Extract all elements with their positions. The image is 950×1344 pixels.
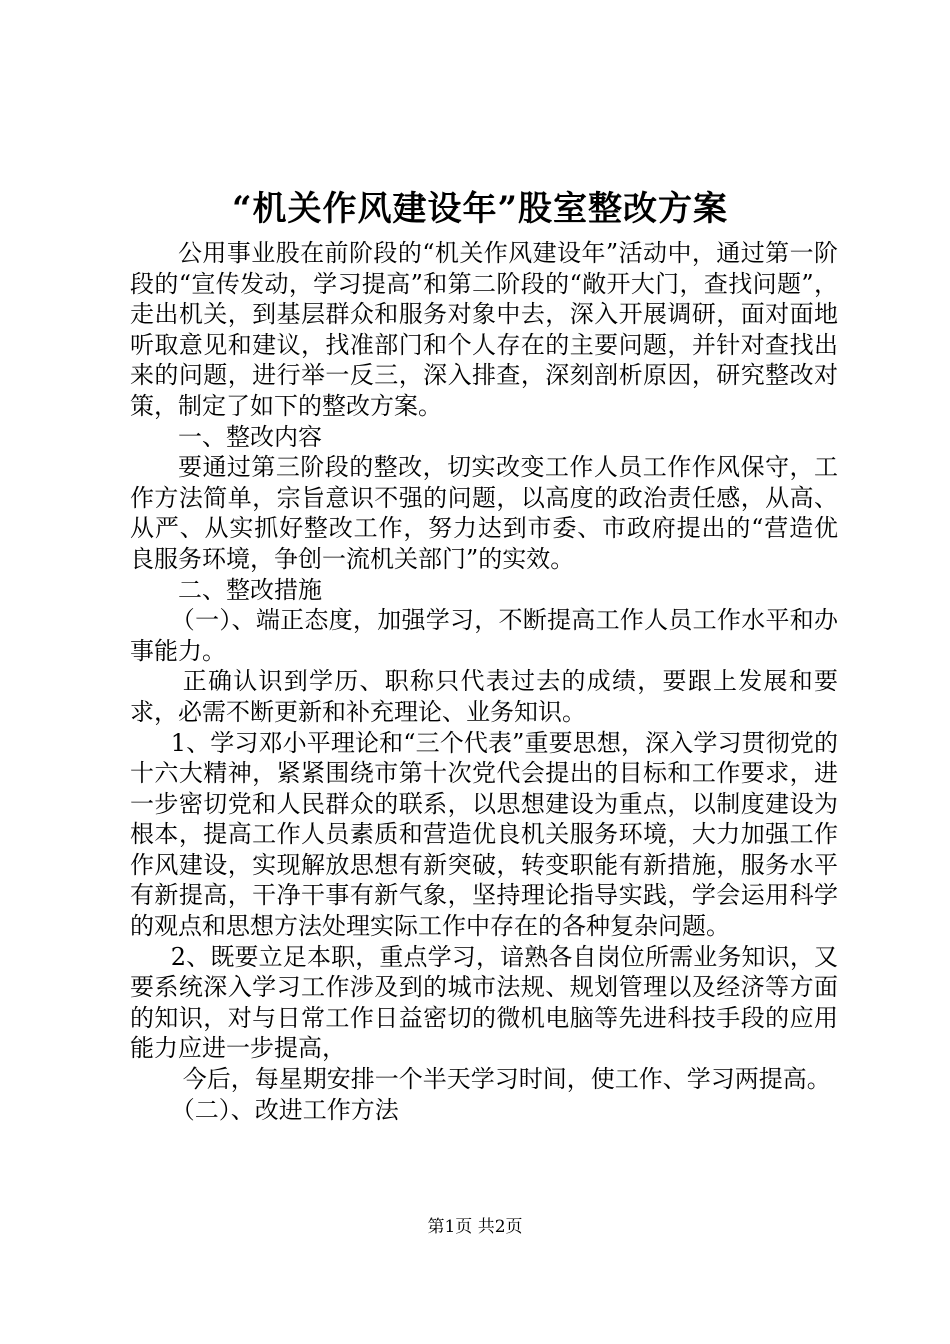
subheading-measure-one: （一）、端正态度，加强学习，不断提高工作人员工作水平和办事能力。 — [130, 606, 838, 665]
paragraph-item-2: 2、既要立足本职，重点学习，谙熟各自岗位所需业务知识，又要系统深入学习工作涉及到的城市法规、规划管理以及经济等方面的知识，对与日常工作日益密切的微机电脑等先进科技手段的应用能力应进一步提高， — [130, 942, 838, 1063]
paragraph-study-schedule: 今后，每星期安排一个半天学习时间，使工作、学习两提高。 — [182, 1065, 831, 1094]
paragraph-correct-understanding: 正确认识到学历、职称只代表过去的成绩，要跟上发展和要求，必需不断更新和补充理论、业务知识。 — [130, 667, 838, 726]
heading-rectification-content: 一、整改内容 — [178, 422, 322, 451]
paragraph-item-1: 1、学习邓小平理论和“三个代表”重要思想，深入学习贯彻党的十六大精神，紧紧围绕市第十次党代会提出的目标和工作要求，进一步密切党和人民群众的联系，以思想建设为重点，以制度建设为根本，提高工作人员素质和营造优良机关服务环境，大力加强工作作风建设，实现解放思想有新突破，转变职能有新措施，服务水平有新提高，干净干事有新气象，坚持理论指导实践，学会运用科学的观点和思想方法处理实际工作中存在的各种复杂问题。 — [130, 728, 838, 941]
heading-rectification-measures: 二、整改措施 — [178, 575, 322, 604]
page-footer: 第1页 共2页 — [427, 1217, 523, 1237]
paragraph-rectification-content: 要通过第三阶段的整改，切实改变工作人员工作作风保守，工作方法简单，宗旨意识不强的问题，以高度的政治责任感，从高、从严、从实抓好整改工作，努力达到市委、市政府提出的“营造优良服务环境，争创一流机关部门”的实效。 — [130, 453, 838, 573]
subheading-measure-two: （二）、改进工作方法 — [170, 1095, 399, 1124]
paragraph-intro: 公用事业股在前阶段的“机关作风建设年”活动中，通过第一阶段的“宣传发动，学习提高”和第二阶段的“敞开大门，查找问题”，走出机关，到基层群众和服务对象中去，深入开展调研，面对面地听取意见和建议，找准部门和个人存在的主要问题，并针对查找出来的问题，进行举一反三，深入排查，深刻剖析原因，研究整改对策，制定了如下的整改方案。 — [130, 239, 838, 420]
document-body — [130, 238, 838, 1125]
document-title: “机关作风建设年”股室整改方案 — [231, 189, 729, 229]
